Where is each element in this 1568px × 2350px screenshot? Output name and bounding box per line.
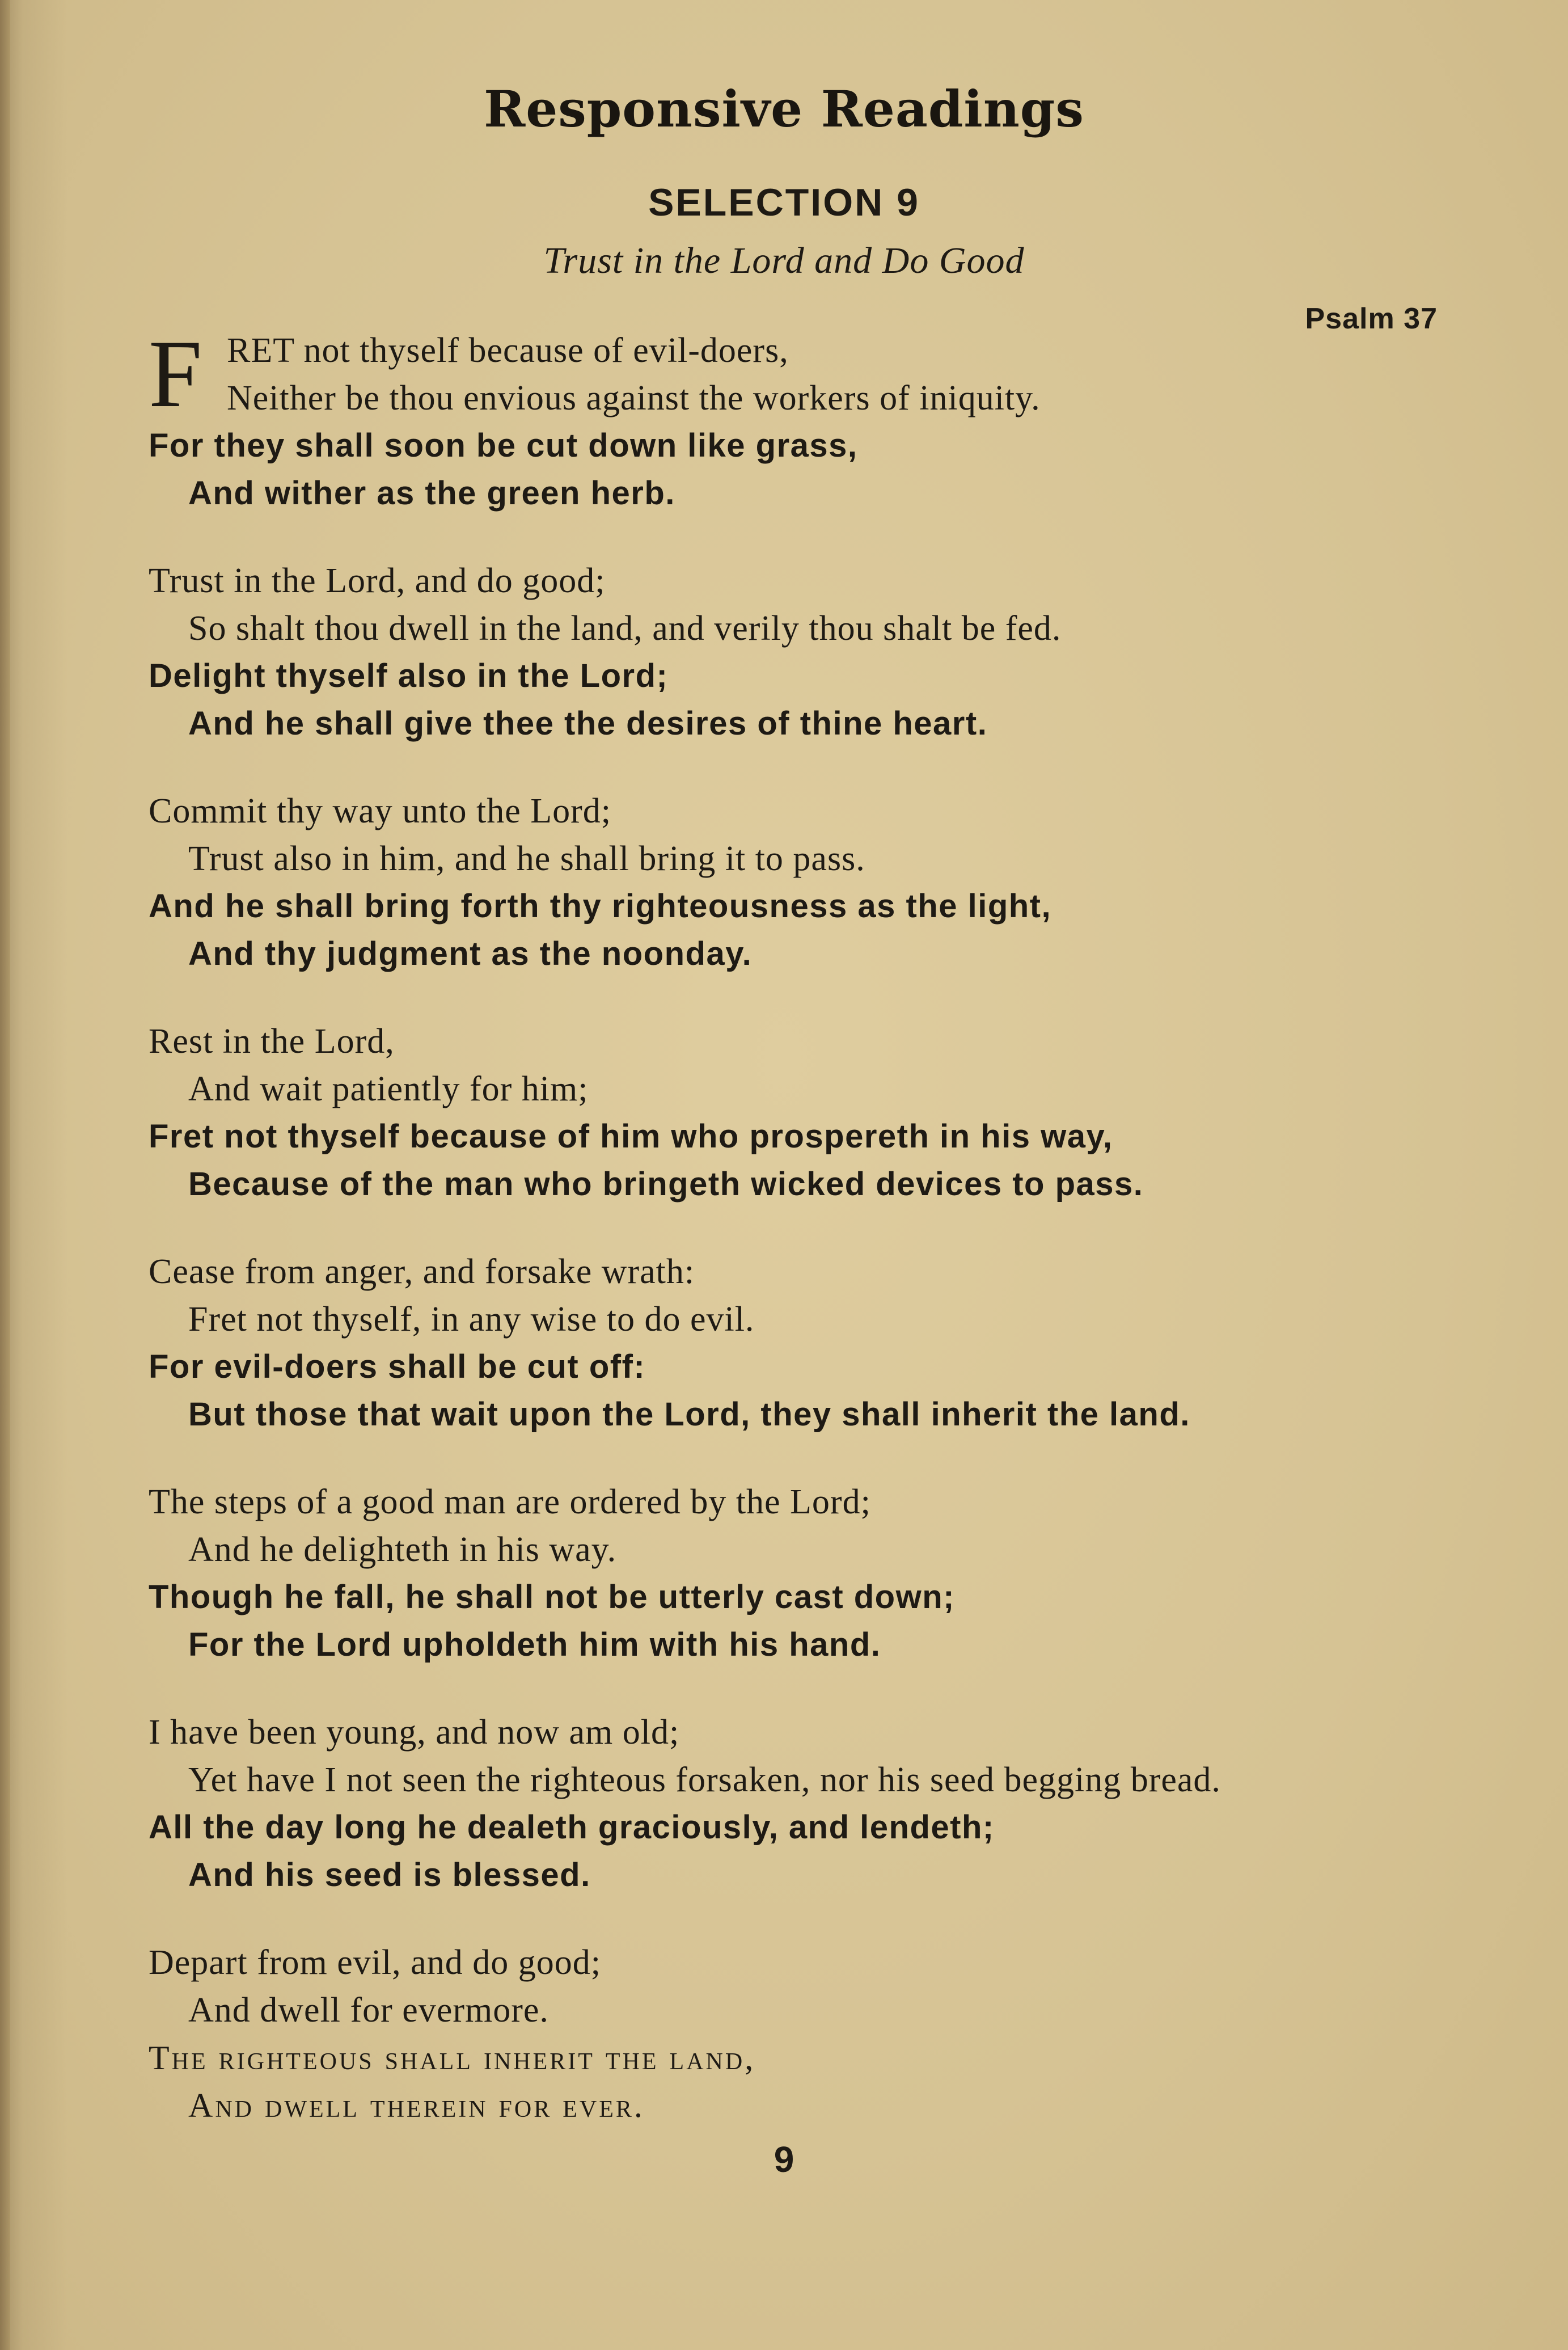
reading-line-congregation-response: And thy judgment as the noonday. [188,935,753,972]
reading-line-congregation: And he shall bring forth thy righteousness as the light, [149,888,1052,925]
reading-line-congregation-response: Because of the man who bringeth wicked devices to pass. [188,1166,1144,1203]
drop-cap-block [149,320,1453,427]
page-header: Responsive Readings [484,79,1084,138]
reading-line-congregation: All the day long he dealeth graciously, and lendeth; [149,1809,995,1846]
stanza-1 [149,320,1453,517]
reading-line-leader: Rest in the Lord, [149,1022,395,1061]
selection-heading: SELECTION 9 [648,181,920,224]
psalm-reference: Psalm 37 [1305,302,1438,335]
reading-line-leader: Cease from anger, and forsake wrath: [149,1252,695,1291]
reading-line-congregation-response: And he shall give thee the desires of thine heart. [188,705,988,742]
reading-line-unison-response: And dwell therein for ever. [188,2087,645,2124]
reading-line-congregation: Though he fall, he shall not be utterly cast down; [149,1579,955,1615]
reading-line-congregation: Fret not thyself because of him who prospereth in his way, [149,1118,1113,1155]
reading-line-congregation-response: For the Lord upholdeth him with his hand. [188,1626,881,1663]
stanza-3 [149,787,1453,978]
stanza-6 [149,1478,1453,1669]
drop-cap: F [149,320,202,427]
reading-line-congregation: For evil-doers shall be cut off: [149,1348,646,1385]
reading-line-response: And wait patiently for him; [188,1070,589,1108]
reading-line-leader: I have been young, and now am old; [149,1713,680,1752]
reading-line-response: And he delighteth in his way. [188,1530,617,1569]
stanza-8 [149,1939,1453,2129]
reading-line-leader: RET not thyself because of evil-doers, [227,331,789,370]
reading-line-leader: Commit thy way unto the Lord; [149,792,611,830]
reading-line-congregation: Delight thyself also in the Lord; [149,657,669,694]
reading-line-response: Trust also in him, and he shall bring it to pass. [188,839,865,878]
reading-line-congregation: For they shall soon be cut down like grass, [149,427,858,464]
reading-line-leader: Depart from evil, and do good; [149,1943,601,1982]
stanza-7 [149,1708,1453,1899]
reading-line-response: So shalt thou dwell in the land, and verily thou shalt be fed. [188,609,1062,648]
reading-line-response: Yet have I not seen the righteous forsaken, nor his seed begging bread. [188,1761,1221,1799]
responsive-readings [149,320,1453,2169]
reading-line-congregation-response: And his seed is blessed. [188,1857,591,1893]
page-number: 9 [774,2139,794,2180]
stanza-4 [149,1018,1453,1208]
reading-line-congregation-response: And wither as the green herb. [188,475,675,512]
reading-line-unison: The righteous shall inherit the land, [149,2039,756,2077]
reading-line-congregation-response: But those that wait upon the Lord, they shall inherit the land. [188,1396,1190,1433]
selection-subtitle: Trust in the Lord and Do Good [543,240,1025,281]
reading-line-response: Fret not thyself, in any wise to do evil. [188,1300,755,1339]
book-spine-shadow [0,0,10,2350]
reading-line-response: And dwell for evermore. [188,1991,549,2030]
reading-line-leader: The steps of a good man are ordered by the Lord; [149,1483,871,1521]
reading-line-leader: Trust in the Lord, and do good; [149,562,606,600]
stanza-2 [149,557,1453,748]
stanza-5 [149,1248,1453,1438]
reading-line-response: Neither be thou envious against the workers of iniquity. [227,379,1041,417]
